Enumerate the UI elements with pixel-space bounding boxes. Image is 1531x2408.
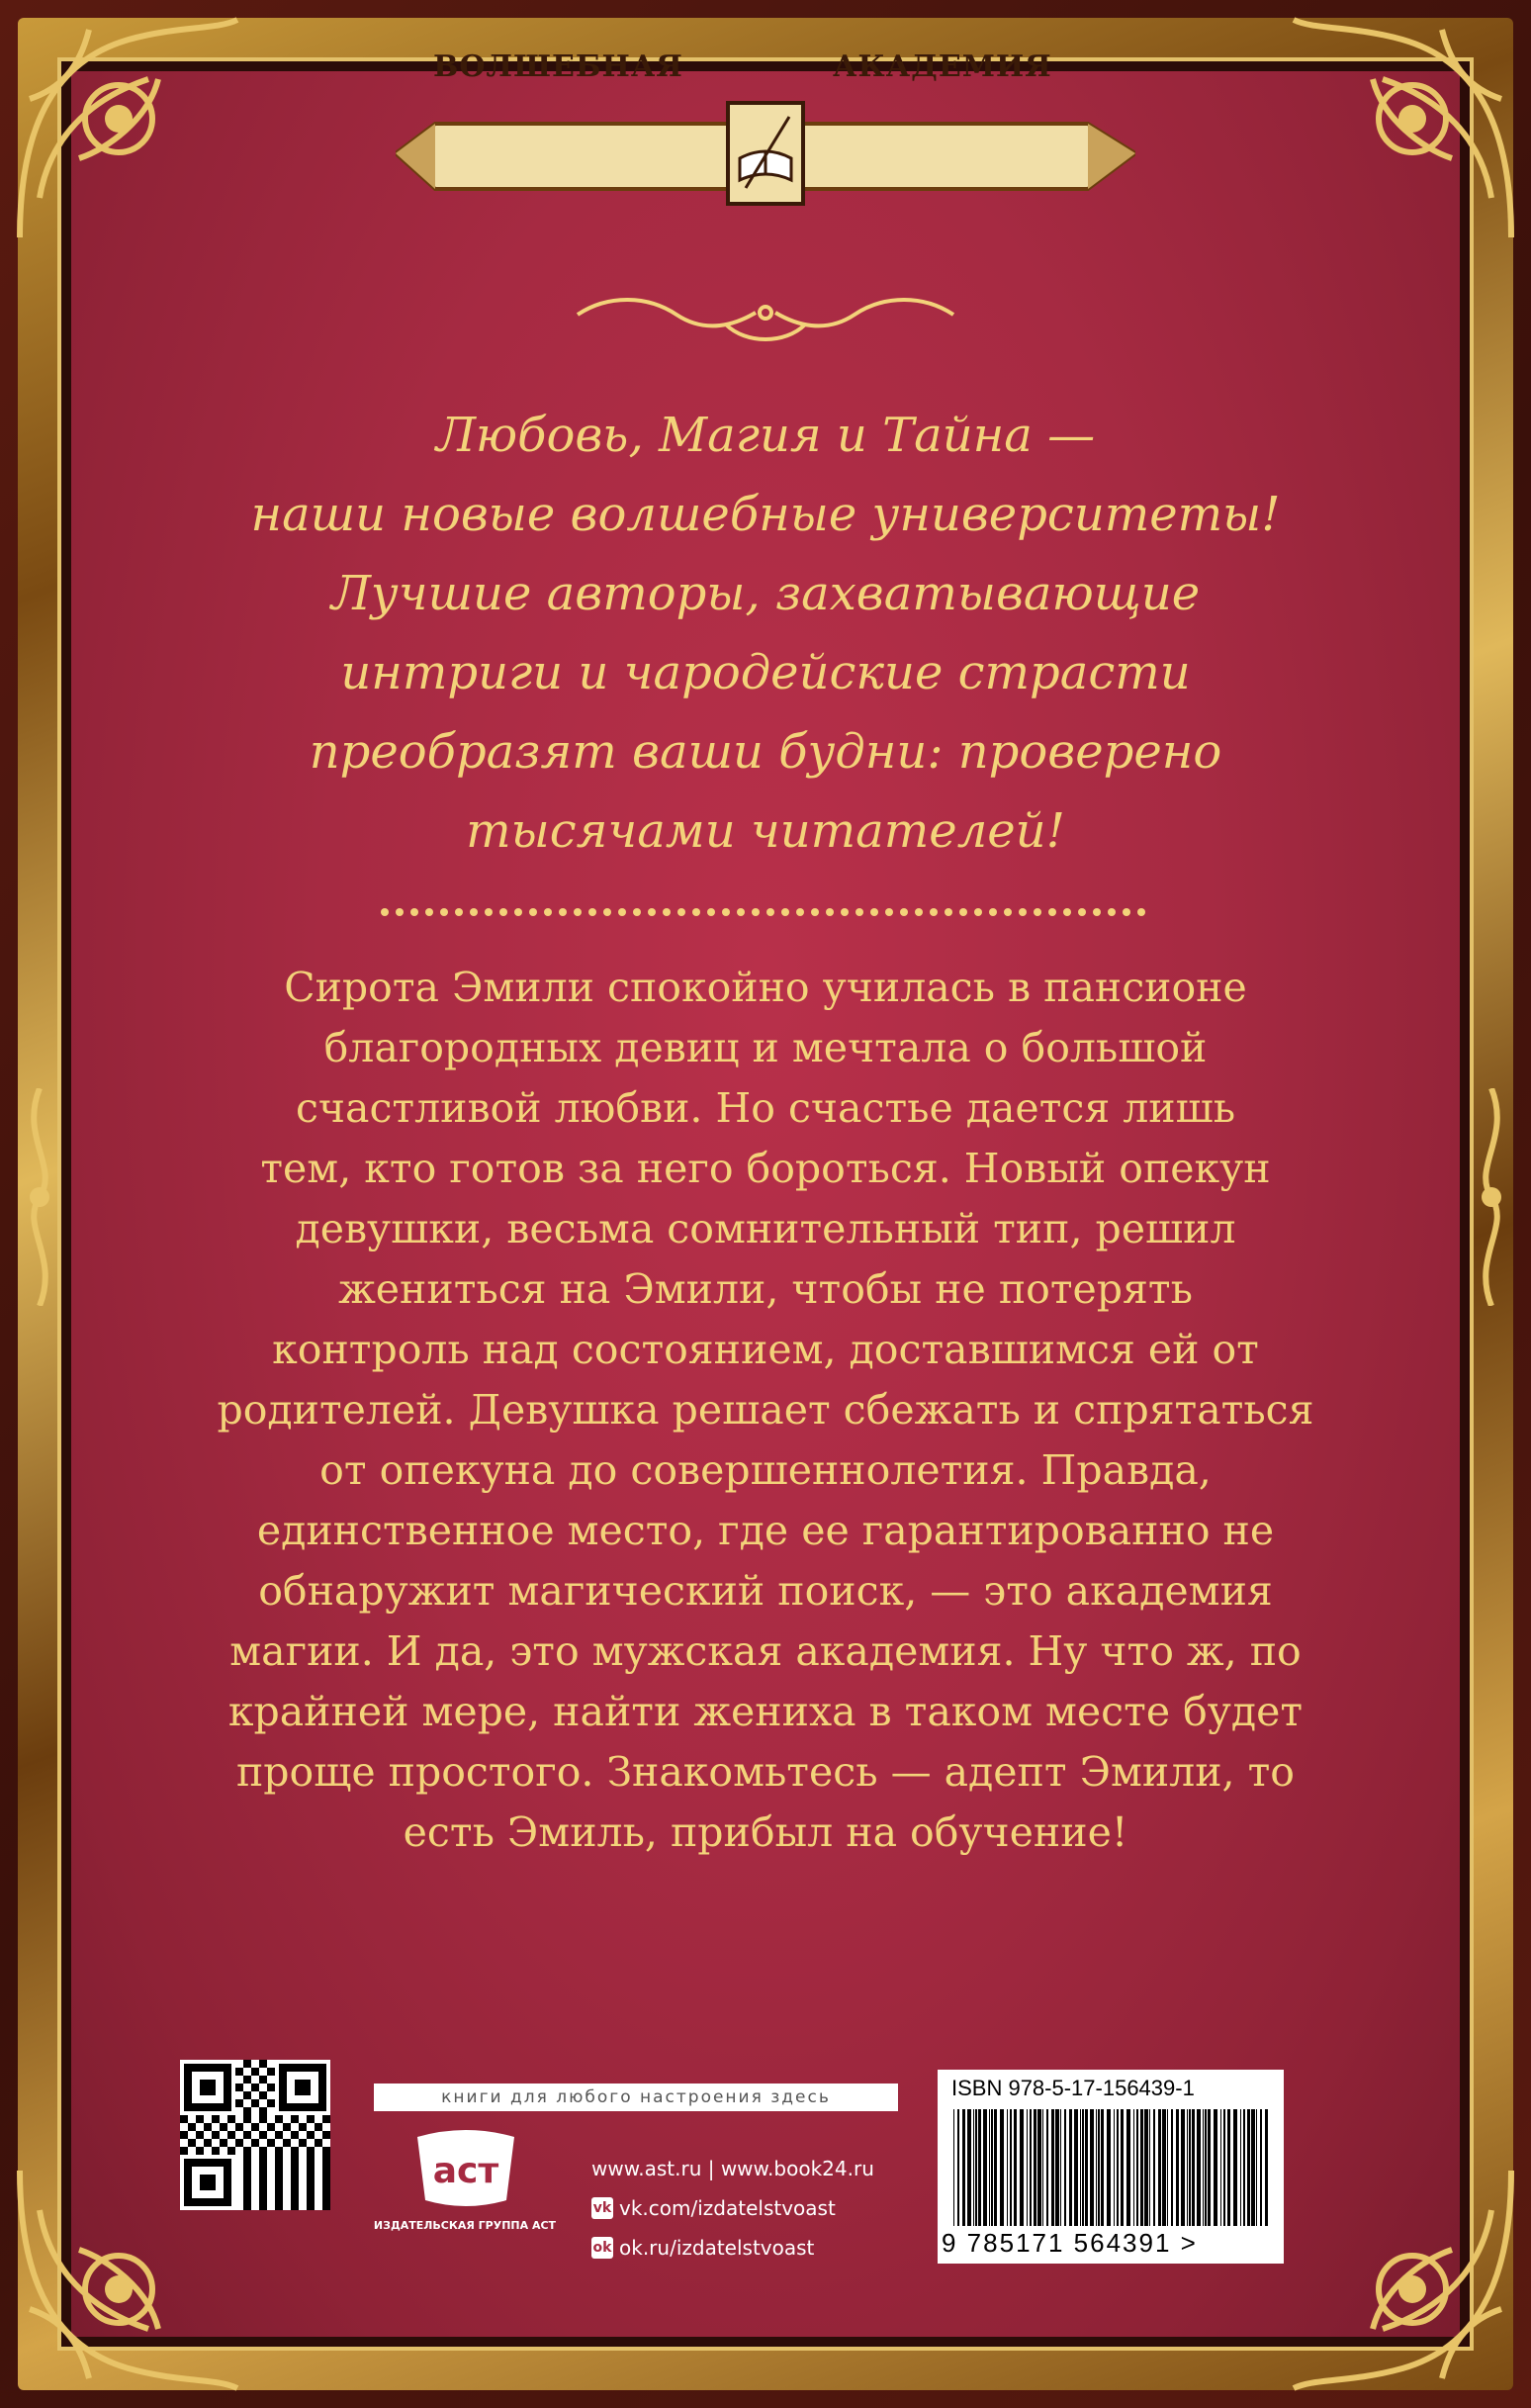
qr-cell: [235, 2123, 243, 2131]
qr-cell: [275, 2178, 283, 2186]
barcode-bar: [1158, 2109, 1161, 2226]
barcode-bar: [1121, 2109, 1124, 2226]
qr-cell: [307, 2147, 315, 2155]
web-link-text[interactable]: www.ast.ru | www.book24.ru: [591, 2157, 874, 2180]
barcode-bar: [1162, 2109, 1166, 2226]
qr-cell: [275, 2147, 283, 2155]
separator-dot: [826, 908, 834, 916]
barcode-bar: [1227, 2109, 1230, 2226]
separator-dot: [945, 908, 952, 916]
barcode-bar: [1149, 2109, 1150, 2226]
qr-cell: [283, 2139, 291, 2147]
description-line: благородных девиц и мечтала о большой: [323, 1024, 1208, 1071]
description-line: единственное место, где ее гарантированно не: [256, 1507, 1275, 1554]
qr-cell: [243, 2115, 251, 2123]
qr-cell: [259, 2091, 267, 2099]
separator-dot: [1019, 908, 1027, 916]
separator-dot: [856, 908, 863, 916]
qr-cell: [243, 2163, 251, 2171]
separator-dot: [1093, 908, 1101, 916]
qr-cell: [180, 2131, 188, 2139]
barcode-bar: [1192, 2109, 1195, 2226]
ok-icon: ok: [591, 2237, 613, 2259]
qr-cell: [283, 2123, 291, 2131]
qr-cell: [235, 2139, 243, 2147]
qr-cell: [235, 2068, 243, 2076]
qr-cell: [227, 2131, 235, 2139]
qr-cell: [235, 2084, 243, 2091]
barcode-icon: [953, 2109, 1268, 2226]
qr-cell: [275, 2171, 283, 2178]
separator-dot: [915, 908, 923, 916]
publisher-logo-text: аст: [432, 2151, 499, 2191]
corner-ornament-bottom-right: [1274, 2151, 1531, 2408]
separator-dot: [499, 908, 507, 916]
barcode-bar: [1233, 2109, 1237, 2226]
qr-cell: [267, 2084, 275, 2091]
separator-dot: [514, 908, 522, 916]
barcode-bar: [1203, 2109, 1204, 2226]
qr-cell: [259, 2163, 267, 2171]
tagline-line: Любовь, Магия и Тайна —: [435, 408, 1096, 463]
separator-dot: [737, 908, 745, 916]
barcode-bar: [1082, 2109, 1084, 2226]
tagline-line: интриги и чародейские страсти: [340, 645, 1191, 700]
qr-cell: [291, 2155, 299, 2163]
separator-dot: [959, 908, 967, 916]
dotted-separator: [378, 905, 1153, 919]
barcode-bar: [1034, 2109, 1036, 2226]
qr-cell: [275, 2202, 283, 2210]
barcode-bar: [1126, 2109, 1130, 2226]
barcode-bar: [1010, 2109, 1012, 2226]
barcode-bar: [1055, 2109, 1059, 2226]
qr-cell: [307, 2131, 315, 2139]
qr-cell: [322, 2147, 330, 2155]
separator-dot: [588, 908, 596, 916]
qr-cell: [243, 2147, 251, 2155]
qr-cell: [259, 2107, 267, 2115]
barcode-bar: [973, 2109, 974, 2226]
qr-cell: [243, 2076, 251, 2084]
barcode-bar: [1064, 2109, 1066, 2226]
flourish-divider: [568, 285, 963, 354]
tagline: [227, 396, 1304, 871]
tagline-line: наши новые волшебные университеты!: [250, 487, 1281, 542]
barcode-bar: [953, 2109, 954, 2226]
qr-cell: [220, 2139, 227, 2147]
qr-cell: [322, 2178, 330, 2186]
qr-cell: [275, 2194, 283, 2202]
qr-cell: [235, 2099, 243, 2107]
separator-dot: [1048, 908, 1056, 916]
qr-cell: [259, 2171, 267, 2178]
qr-cell: [196, 2115, 204, 2123]
separator-dot: [974, 908, 982, 916]
description-line: крайней мере, найти жениха в таком месте будет: [227, 1688, 1304, 1735]
separator-dot: [885, 908, 893, 916]
separator-dot: [559, 908, 567, 916]
separator-dot: [574, 908, 582, 916]
barcode-bar: [1133, 2109, 1134, 2226]
qr-cell: [299, 2139, 307, 2147]
qr-cell: [291, 2202, 299, 2210]
qr-cell: [307, 2202, 315, 2210]
separator-dot: [470, 908, 478, 916]
tagline-line: Лучшие авторы, захватывающие: [330, 566, 1201, 621]
qr-cell: [267, 2123, 275, 2131]
qr-cell: [307, 2186, 315, 2194]
qr-cell: [251, 2084, 259, 2091]
qr-cell: [259, 2147, 267, 2155]
qr-cell: [227, 2147, 235, 2155]
separator-dot: [440, 908, 448, 916]
barcode-bar: [1265, 2109, 1268, 2226]
separator-dot: [425, 908, 433, 916]
barcode-bar: [1256, 2109, 1257, 2226]
qr-cell: [259, 2115, 267, 2123]
separator-dot: [485, 908, 493, 916]
qr-cell: [275, 2186, 283, 2194]
qr-cell: [259, 2194, 267, 2202]
description-line: проще простого. Знакомьтесь — адепт Эмили, то: [235, 1748, 1295, 1796]
barcode-bar: [1069, 2109, 1072, 2226]
tagline-line: тысячами читателей!: [466, 803, 1065, 859]
separator-dot: [722, 908, 730, 916]
barcode-bar: [1171, 2109, 1173, 2226]
separator-dot: [796, 908, 804, 916]
corner-ornament-top-right: [1274, 0, 1531, 257]
qr-cell: [180, 2147, 188, 2155]
barcode-number: 9 785171 564391 >: [942, 2228, 1198, 2258]
barcode-bar: [1042, 2109, 1043, 2226]
isbn-number: ISBN 978-5-17-156439-1: [951, 2076, 1195, 2100]
promo-bar: книги для любого настроения здесь: [374, 2084, 898, 2111]
ok-link-text[interactable]: ok.ru/izdatelstvoast: [619, 2236, 815, 2260]
qr-cell: [212, 2115, 220, 2123]
separator-dot: [381, 908, 389, 916]
qr-cell: [291, 2171, 299, 2178]
separator-dot: [1137, 908, 1145, 916]
barcode-bar: [1037, 2109, 1041, 2226]
qr-cell: [307, 2171, 315, 2178]
qr-cell: [299, 2123, 307, 2131]
qr-cell: [251, 2099, 259, 2107]
qr-cell: [204, 2139, 212, 2147]
barcode-bar: [1181, 2109, 1185, 2226]
qr-cell: [259, 2155, 267, 2163]
barcode-bar: [1260, 2109, 1262, 2226]
qr-cell: [307, 2115, 315, 2123]
qr-cell: [322, 2171, 330, 2178]
qr-cell: [322, 2115, 330, 2123]
barcode-bar: [991, 2109, 993, 2226]
qr-cell: [251, 2068, 259, 2076]
vk-link[interactable]: [591, 2188, 908, 2228]
separator-dot: [811, 908, 819, 916]
qr-cell: [267, 2068, 275, 2076]
qr-cell: [243, 2060, 251, 2068]
barcode-bar: [994, 2109, 997, 2226]
barcode-bar: [983, 2109, 987, 2226]
separator-dot: [603, 908, 611, 916]
separator-dot: [396, 908, 404, 916]
separator-dot: [618, 908, 626, 916]
qr-cell: [315, 2139, 322, 2147]
qr-cell: [259, 2131, 267, 2139]
series-title-left: ВОЛШЕБНАЯ: [433, 49, 683, 84]
separator-dot: [529, 908, 537, 916]
qr-cell: [291, 2131, 299, 2139]
barcode-bar: [978, 2109, 981, 2226]
barcode-bar: [1153, 2109, 1155, 2226]
barcode-bar: [1085, 2109, 1088, 2226]
separator-dot: [677, 908, 685, 916]
qr-cell: [204, 2123, 212, 2131]
barcode-bar: [1096, 2109, 1097, 2226]
publisher-links: [591, 2149, 908, 2268]
qr-cell: [243, 2171, 251, 2178]
description-line: тем, кто готов за него бороться. Новый опекун: [260, 1145, 1271, 1192]
separator-dot: [900, 908, 908, 916]
book-quill-icon: [726, 99, 805, 208]
separator-dot: [707, 908, 715, 916]
barcode-bar: [1007, 2109, 1008, 2226]
qr-cell: [251, 2123, 259, 2131]
barcode-bar: [1020, 2109, 1024, 2226]
barcode-bar: [957, 2109, 959, 2226]
qr-cell: [243, 2178, 251, 2186]
description-line: от опекуна до совершеннолетия. Правда,: [319, 1446, 1212, 1494]
book-description: [148, 958, 1383, 1863]
corner-ornament-top-left: [0, 0, 257, 257]
barcode-bar: [962, 2109, 965, 2226]
separator-dot: [1004, 908, 1012, 916]
series-title-right: АКАДЕМИЯ: [833, 49, 1052, 84]
separator-dot: [1034, 908, 1041, 916]
barcode-bar: [1247, 2109, 1250, 2226]
barcode-bar: [1107, 2109, 1111, 2226]
qr-cell: [243, 2194, 251, 2202]
separator-dot: [544, 908, 552, 916]
barcode-bar: [1046, 2109, 1048, 2226]
qr-cell: [275, 2115, 283, 2123]
qr-cell: [307, 2163, 315, 2171]
qr-cell: [275, 2163, 283, 2171]
barcode-bar: [1101, 2109, 1104, 2226]
barcode-bar: [1117, 2109, 1119, 2226]
barcode-bar: [1167, 2109, 1168, 2226]
barcode-bar: [967, 2109, 971, 2226]
qr-cell: [322, 2194, 330, 2202]
qr-cell: [243, 2107, 251, 2115]
barcode-bar: [1060, 2109, 1061, 2226]
qr-cell: [212, 2131, 220, 2139]
qr-cell: [322, 2155, 330, 2163]
qr-cell: [267, 2139, 275, 2147]
qr-cell: [259, 2076, 267, 2084]
qr-cell: [267, 2099, 275, 2107]
description-line: родителей. Девушка решает сбежать и спрятаться: [217, 1386, 1314, 1434]
qr-cell: [291, 2186, 299, 2194]
qr-cell: [259, 2178, 267, 2186]
qr-cell: [243, 2202, 251, 2210]
separator-dot: [1123, 908, 1130, 916]
qr-cell: [322, 2202, 330, 2210]
qr-cell: [196, 2147, 204, 2155]
barcode-bar: [1240, 2109, 1241, 2226]
publisher-name: ИЗДАТЕЛЬСКАЯ ГРУППА АСТ: [373, 2219, 557, 2232]
ok-link[interactable]: [591, 2228, 908, 2268]
qr-cell: [227, 2115, 235, 2123]
qr-cell: [220, 2123, 227, 2131]
vk-icon: vk: [591, 2197, 613, 2219]
qr-cell: [291, 2194, 299, 2202]
barcode-bar: [1208, 2109, 1211, 2226]
barcode-bar: [1223, 2109, 1225, 2226]
separator-dot: [841, 908, 849, 916]
separator-dot: [663, 908, 671, 916]
barcode-bar: [1027, 2109, 1028, 2226]
separator-dot: [989, 908, 997, 916]
description-line: обнаружит магический поиск, — это академия: [258, 1567, 1273, 1615]
description-line: магии. И да, это мужская академия. Ну что ж, по: [229, 1627, 1302, 1675]
barcode-bar: [1080, 2109, 1081, 2226]
barcode-bar: [1114, 2109, 1115, 2226]
barcode-bar: [1243, 2109, 1245, 2226]
barcode-bar: [1136, 2109, 1138, 2226]
qr-cell: [322, 2186, 330, 2194]
qr-cell: [196, 2131, 204, 2139]
qr-cell: [307, 2178, 315, 2186]
qr-cell: [322, 2163, 330, 2171]
description-line: девушки, весьма сомнительный тип, решил: [295, 1205, 1236, 1252]
separator-dot: [766, 908, 774, 916]
qr-cell: [243, 2091, 251, 2099]
separator-dot: [930, 908, 938, 916]
separator-dot: [633, 908, 641, 916]
qr-cell: [188, 2139, 196, 2147]
qr-cell: [259, 2202, 267, 2210]
qr-cell: [251, 2139, 259, 2147]
barcode-bar: [989, 2109, 990, 2226]
description-line: контроль над состоянием, доставшимся ей от: [272, 1326, 1259, 1373]
qr-cell: [243, 2186, 251, 2194]
vk-link-text[interactable]: vk.com/izdatelstvoast: [619, 2196, 836, 2220]
barcode-bar: [1220, 2109, 1221, 2226]
separator-dot: [870, 908, 878, 916]
separator-dot: [1078, 908, 1086, 916]
qr-cell: [291, 2147, 299, 2155]
barcode-bar: [1176, 2109, 1179, 2226]
barcode-bar: [1197, 2109, 1201, 2226]
barcode-bar: [1014, 2109, 1017, 2226]
barcode-bar: [1189, 2109, 1191, 2226]
qr-cell: [259, 2186, 267, 2194]
description-line: жениться на Эмили, чтобы не потерять: [338, 1265, 1193, 1313]
isbn-barcode: [938, 2070, 1284, 2264]
separator-dot: [1108, 908, 1116, 916]
barcode-bar: [1187, 2109, 1188, 2226]
qr-cell: [212, 2147, 220, 2155]
tagline-line: преобразят ваши будни: проверено: [309, 724, 1222, 780]
publisher-logo: [411, 2127, 520, 2210]
separator-dot: [410, 908, 418, 916]
barcode-bar: [1214, 2109, 1217, 2226]
qr-cell: [259, 2060, 267, 2068]
barcode-bar: [1251, 2109, 1255, 2226]
description-line: Сирота Эмили спокойно училась в пансионе: [284, 964, 1247, 1011]
barcode-bar: [1074, 2109, 1078, 2226]
barcode-bar: [1030, 2109, 1032, 2226]
qr-cell: [307, 2194, 315, 2202]
qr-cell: [291, 2178, 299, 2186]
separator-dot: [781, 908, 789, 916]
separator-dot: [648, 908, 656, 916]
barcode-bar: [975, 2109, 977, 2226]
barcode-bar: [1205, 2109, 1207, 2226]
qr-cell: [322, 2131, 330, 2139]
barcode-bar: [1000, 2109, 1004, 2226]
barcode-bar: [1144, 2109, 1148, 2226]
separator-dot: [1063, 908, 1071, 916]
side-ornament-right: [1462, 1088, 1521, 1306]
barcode-bar: [1098, 2109, 1100, 2226]
description-line: счастливой любви. Но счастье дается лишь: [295, 1084, 1236, 1132]
qr-cell: [180, 2115, 188, 2123]
qr-cell: [275, 2131, 283, 2139]
barcode-bar: [1051, 2109, 1054, 2226]
qr-cell: [243, 2131, 251, 2139]
web-link[interactable]: [591, 2149, 908, 2188]
side-ornament-left: [10, 1088, 69, 1306]
qr-cell: [291, 2163, 299, 2171]
separator-dot: [752, 908, 760, 916]
barcode-bar: [1090, 2109, 1094, 2226]
qr-cell: [243, 2155, 251, 2163]
qr-cell: [307, 2155, 315, 2163]
separator-dot: [455, 908, 463, 916]
qr-cell: [275, 2155, 283, 2163]
qr-code-icon[interactable]: [180, 2060, 330, 2210]
separator-dot: [692, 908, 700, 916]
qr-cell: [291, 2115, 299, 2123]
description-line: есть Эмиль, прибыл на обучение!: [403, 1808, 1128, 1856]
qr-cell: [188, 2123, 196, 2131]
qr-cell: [315, 2123, 322, 2131]
barcode-bar: [1140, 2109, 1143, 2226]
